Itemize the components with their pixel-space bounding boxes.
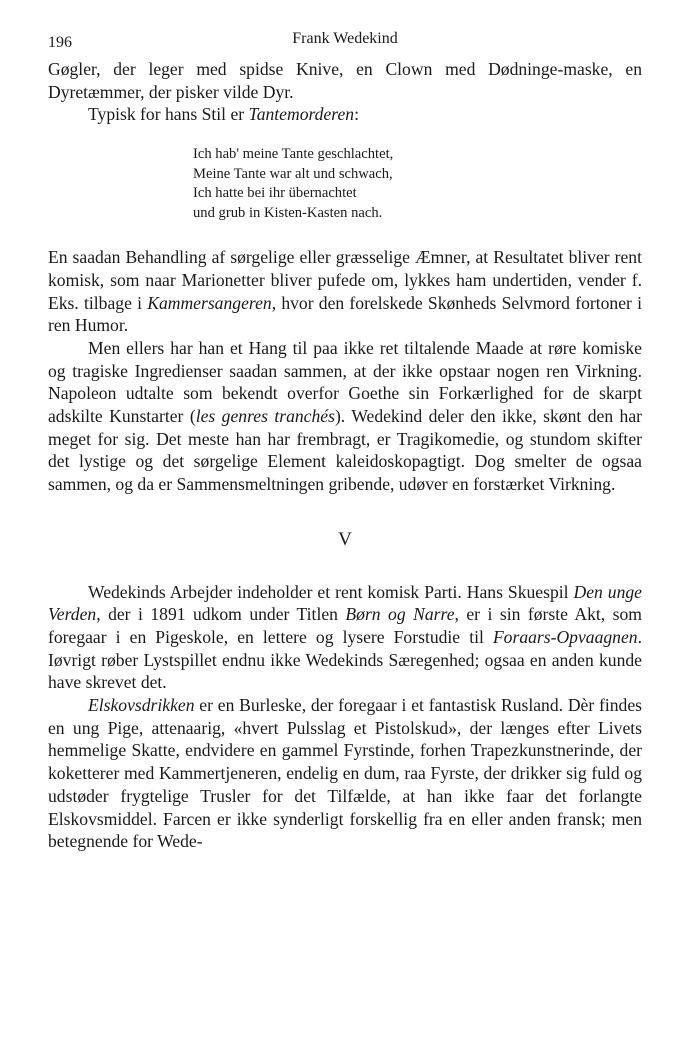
section-heading: V [338,528,352,550]
text-run: Wedekinds Arbejder indeholder et rent komisk Parti. Hans Skuespil [88,581,574,602]
text-run: En saadan Behandling af sørgelige eller græsselige Æmner, at Resultatet bliver rent komisk, som naar Marionetter bliver pufede om, lykkes ham undertiden, vender f. Eks. tilbage i [48,247,642,313]
verse-line: und grub in Kisten-Kasten nach. [193,204,383,221]
verse-line: Ich hab' meine Tante geschlachtet, [193,146,394,163]
work-title: Foraars-Opvaagnen [492,626,638,647]
intro-paragraph: Gøgler, der leger med spidse Knive, en Clown med Dødninge-maske, en Dyretæmmer, der pisker vilde Dyr. [48,59,642,102]
text-run: Typisk for hans Stil er [88,104,249,125]
paragraph-behandling [48,246,642,337]
verse-line: Ich hatte bei ihr übernachtet [193,185,357,202]
work-title: Tantemorderen [248,104,355,125]
text-run: , er i sin første Akt, som foregaar i en Pigeskole, en lettere og lysere Forstudie til [48,604,642,647]
page-number: 196 [48,34,72,51]
running-head: Frank Wedekind [292,30,398,47]
paragraph-arbejder [48,581,642,695]
quoted-term: les genres tranchés [195,406,335,427]
text-run: : [354,104,359,125]
paragraph-elskovsdrikken [48,694,642,853]
text-run: . Iøvrigt røber Lystspillet endnu ikke Wedekinds Særegenhed; ogsaa en anden kunde have skrevet det. [48,626,642,693]
verse-quote [193,145,642,223]
text-run: , der i 1891 udkom under Titlen [96,604,346,625]
text-run: er en Burleske, der foregaar i et fantastisk Rusland. Dèr findes en ung Pige, attenaarig, «hvert Pulsslag et Pistolskud», der længes efter Livets hemmelige Skatte, endvidere en gammel Fyrstinde, forhen Trapezkunstnerinde, der koketterer med Kammertjeneren, endelig en dum, raa Fyrste, der drikker sig fuld og udstøder frygtelige Trusler for det Tilfælde, at han ikke faar det forlangte Elskovsmiddel. Farcen er ikke synderligt forskellig fra en eller anden fransk; men betegnende for Wede- [48,695,642,852]
text-run: Men ellers har han et Hang til paa ikke ret tiltalende Maade at røre komiske og tragiske Ingredienser saadan sammen, at der ikke opstaar nogen ren Virkning. Napoleon udtalte som bekendt overfor Goethe sin Forkærlighed for de skarpt adskilte Kunstarter ( [48,337,642,427]
work-title: Børn og Narre [345,604,455,625]
work-title: Den unge Verden [48,581,642,625]
paragraph-hang [48,337,642,496]
text-run: , hvor den forelskede Skønheds Selvmord fortoner i ren Humor. [48,292,642,336]
work-title: Elskovsdrikken [88,695,195,716]
text-run: ). Wedekind deler den ikke, skønt den har meget for sig. Det meste han har frembragt, er Tragikomedie, og stundom skifter det lystige og det sørgelige Element kaleidoskopagtigt. Dog smelter de ogsaa sammen, og da er Sammensmeltningen gribende, udøver en forstærket Virkning. [48,406,643,495]
verse-line: Meine Tante war alt und schwach, [193,165,393,182]
page-header [48,30,642,58]
intro-style-line [48,103,642,126]
body-text [48,58,642,853]
work-title: Kammersangeren [147,292,272,313]
